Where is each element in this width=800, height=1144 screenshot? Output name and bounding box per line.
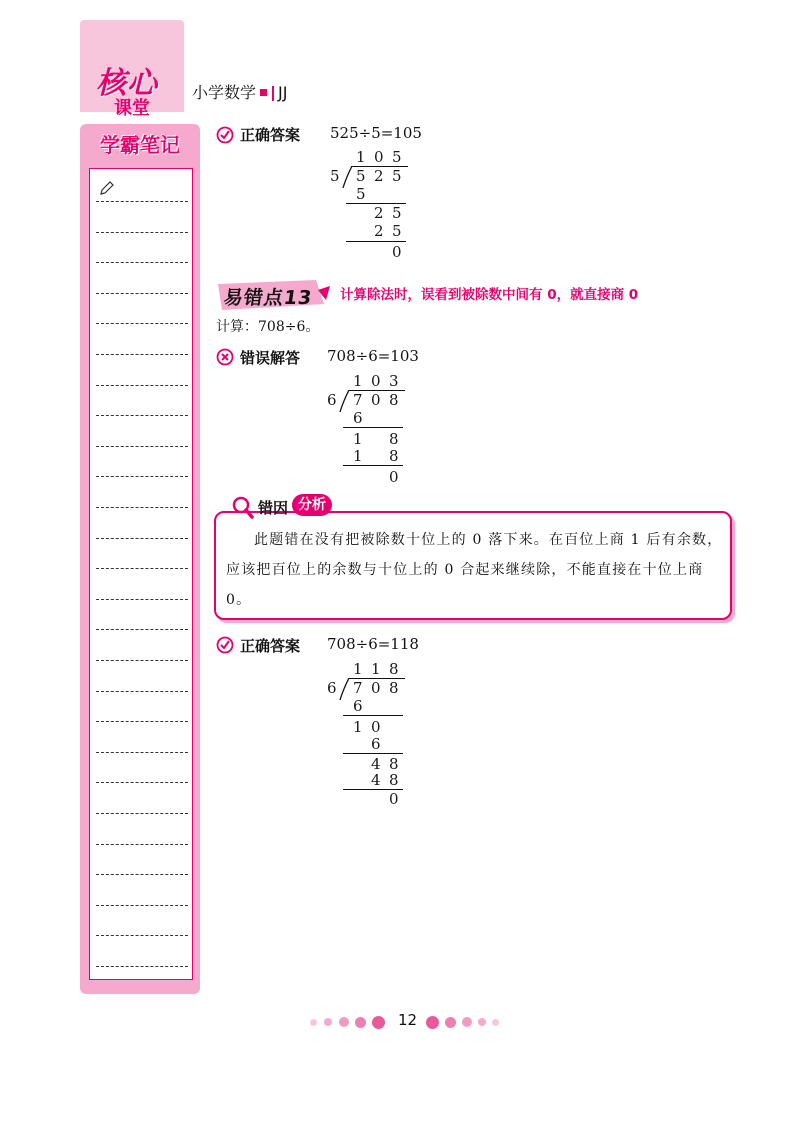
remainder: 0	[389, 790, 399, 808]
footer-dot-icon	[478, 1018, 486, 1026]
task-statement: 计算：708÷6。	[216, 319, 320, 335]
pencil-icon	[98, 179, 116, 197]
note-line	[96, 476, 188, 477]
correct-answer-label: 正确答案	[240, 637, 301, 655]
dividend-digit: 7	[353, 391, 363, 409]
step-digit: 8	[389, 430, 399, 448]
footer-dot-icon	[372, 1016, 385, 1029]
step-rule	[343, 465, 403, 466]
equation: 708÷6=118	[327, 635, 419, 653]
step-digit: 6	[371, 735, 381, 753]
dividend-digit: 2	[374, 167, 384, 185]
note-line	[96, 782, 188, 783]
equation: 525÷5=105	[330, 124, 422, 142]
footer-dot-icon	[462, 1017, 472, 1027]
page-number: 12	[398, 1011, 418, 1029]
note-line	[96, 568, 188, 569]
analysis-tag-label: 错因	[258, 499, 289, 517]
footer-dot-icon	[310, 1019, 317, 1026]
note-line	[96, 752, 188, 753]
subject-label: 小学数学	[192, 83, 257, 102]
header-title	[192, 80, 287, 103]
step-digit: 5	[392, 204, 402, 222]
step-digit: 5	[392, 222, 402, 240]
divisor: 5	[330, 167, 340, 185]
note-line	[96, 813, 188, 814]
note-line	[96, 629, 188, 630]
notes-panel	[89, 168, 193, 980]
note-line	[96, 966, 188, 967]
note-line	[96, 354, 188, 355]
quotient-digit: 0	[371, 372, 381, 390]
dividend-digit: 8	[389, 679, 399, 697]
analysis-text: 此题错在没有把被除数十位上的 0 落下来。在百位上商 1 后有余数，应该把百位上的余数与十位上的 0 合起来继续除，不能直接在十位上商 0。	[226, 532, 723, 608]
quotient-digit: 1	[353, 660, 363, 678]
magnifier-icon	[230, 495, 256, 521]
step-digit: 8	[389, 447, 399, 465]
separator-bar-icon	[272, 86, 274, 101]
logo	[80, 20, 184, 119]
long-division-525	[330, 148, 450, 288]
step-digit: 4	[371, 771, 381, 789]
note-line	[96, 721, 188, 722]
step-digit: 1	[353, 447, 363, 465]
footer-dot-icon	[324, 1018, 332, 1026]
long-division-708-correct	[327, 660, 447, 810]
check-icon	[216, 126, 234, 144]
footer-dot-icon	[426, 1016, 439, 1029]
note-line	[96, 844, 188, 845]
footer-dot-icon	[492, 1019, 499, 1026]
step-digit: 5	[356, 185, 366, 203]
divisor: 6	[327, 679, 337, 697]
division-bracket-icon	[342, 166, 354, 188]
note-line	[96, 446, 188, 447]
step-digit: 2	[374, 222, 384, 240]
quotient-digit: 1	[371, 660, 381, 678]
dividend-digit: 7	[353, 679, 363, 697]
note-line	[96, 323, 188, 324]
equation: 708÷6=103	[327, 347, 419, 365]
note-line	[96, 599, 188, 600]
footer-dot-icon	[339, 1017, 349, 1027]
step-digit: 4	[371, 755, 381, 773]
step-digit: 2	[374, 204, 384, 222]
analysis-tag-pill: 分析	[292, 494, 332, 516]
footer-dot-icon	[445, 1017, 456, 1028]
step-digit: 8	[389, 771, 399, 789]
quotient-digit: 5	[392, 148, 402, 166]
step-digit: 6	[353, 409, 363, 427]
correct-answer-label: 正确答案	[240, 126, 301, 144]
dividend-digit: 0	[371, 391, 381, 409]
step-digit: 0	[371, 718, 381, 736]
step-rule	[343, 427, 403, 428]
note-line	[96, 262, 188, 263]
note-line	[96, 660, 188, 661]
logo-main-text: 核心	[96, 66, 158, 101]
wrong-answer-label: 错误解答	[240, 349, 301, 367]
note-line	[96, 201, 188, 202]
note-line	[96, 385, 188, 386]
step-digit: 8	[389, 755, 399, 773]
quotient-digit: 8	[389, 660, 399, 678]
logo-sub-text: 课堂	[114, 98, 150, 119]
error-point-title: 易错点13	[222, 287, 314, 309]
divisor: 6	[327, 391, 337, 409]
division-bracket-icon	[339, 678, 351, 700]
check-icon	[216, 636, 234, 654]
note-line	[96, 935, 188, 936]
remainder: 0	[392, 243, 402, 261]
edition-label: JJ	[278, 83, 288, 102]
long-division-708-wrong	[327, 372, 447, 512]
note-line	[96, 507, 188, 508]
dividend-digit: 0	[371, 679, 381, 697]
cross-icon	[216, 348, 234, 366]
step-rule	[343, 715, 403, 716]
error-point-description: 计算除法时，误看到被除数中间有 0，就直接商 0	[340, 287, 639, 303]
note-line	[96, 874, 188, 875]
note-line	[96, 293, 188, 294]
quotient-digit: 3	[389, 372, 399, 390]
note-line	[96, 905, 188, 906]
dividend-digit: 8	[389, 391, 399, 409]
quotient-digit: 1	[356, 148, 366, 166]
note-line	[96, 538, 188, 539]
notes-sidebar	[80, 124, 200, 994]
error-analysis-box	[214, 511, 732, 620]
note-line	[96, 415, 188, 416]
step-digit: 6	[353, 697, 363, 715]
dividend-digit: 5	[356, 167, 366, 185]
remainder: 0	[389, 468, 399, 486]
note-line	[96, 232, 188, 233]
quotient-digit: 1	[353, 372, 363, 390]
step-digit: 1	[353, 430, 363, 448]
step-digit: 1	[353, 718, 363, 736]
dividend-digit: 5	[392, 167, 402, 185]
notes-title: 学霸笔记	[100, 133, 180, 157]
separator-square-icon	[260, 89, 267, 96]
note-line	[96, 691, 188, 692]
footer-dot-icon	[355, 1017, 366, 1028]
quotient-digit: 0	[374, 148, 384, 166]
division-bracket-icon	[339, 390, 351, 412]
